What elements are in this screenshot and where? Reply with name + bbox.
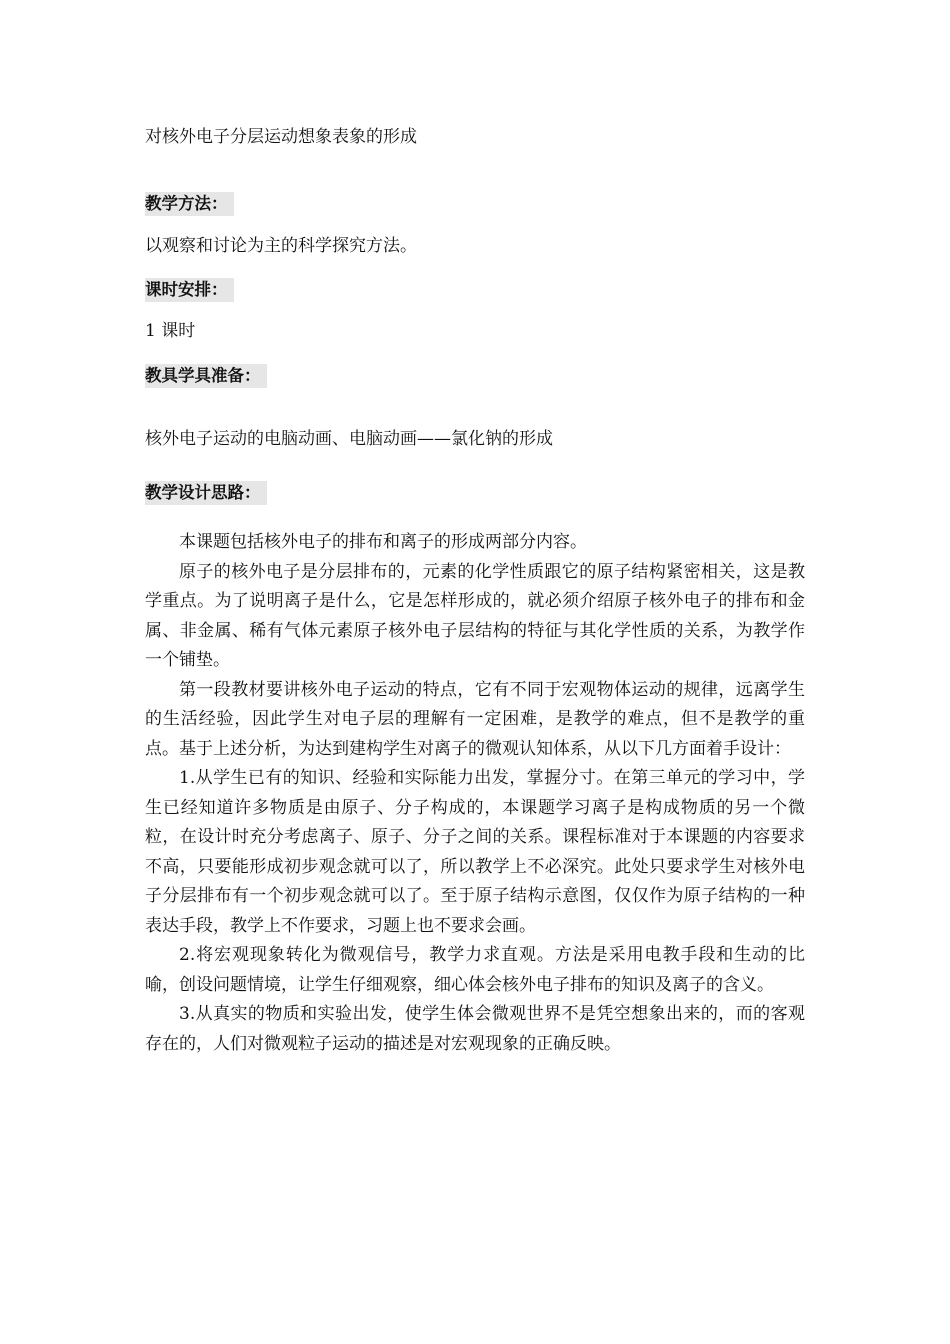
design-heading: 教学设计思路：: [145, 481, 267, 505]
tools-heading: 教具学具准备：: [145, 364, 267, 388]
design-body: [145, 528, 805, 1059]
schedule-heading: 课时安排：: [145, 278, 234, 302]
design-paragraph: 3.从真实的物质和实验出发，使学生体会微观世界不是凭空想象出来的，而的客观存在的，人们对微观粒子运动的描述是对宏观现象的正确反映。: [145, 1004, 805, 1054]
design-paragraph: 本课题包括核外电子的排布和离子的形成两部分内容。: [179, 532, 587, 552]
objective-text: 对核外电子分层运动想象表象的形成: [145, 127, 417, 147]
method-text: 以观察和讨论为主的科学探究方法。: [145, 236, 417, 256]
tools-text: 核外电子运动的电脑动画、电脑动画——氯化钠的形成: [145, 429, 553, 449]
design-paragraph: 原子的核外电子是分层排布的，元素的化学性质跟它的原子结构紧密相关，这是教学重点。为了说明离子是什么，它是怎样形成的，就必须介绍原子核外电子的排布和金属、非金属、稀有气体元素原子核外电子层结构的特征与其化学性质的关系，为教学作一个铺垫。: [145, 561, 805, 670]
schedule-text: 1 课时: [145, 321, 196, 341]
design-paragraph: 第一段教材要讲核外电子运动的特点，它有不同于宏观物体运动的规律，远离学生的生活经验，因此学生对电子层的理解有一定困难，是教学的难点，但不是教学的重点。基于上述分析，为达到建构学生对离子的微观认知体系，从以下几方面着手设计：: [145, 679, 805, 759]
design-paragraph: 2.将宏观现象转化为微观信号，教学力求直观。方法是采用电教手段和生动的比喻，创设问题情境，让学生仔细观察，细心体会核外电子排布的知识及离子的含义。: [145, 945, 805, 995]
method-heading: 教学方法：: [145, 192, 234, 216]
design-paragraph: 1.从学生已有的知识、经验和实际能力出发，掌握分寸。在第三单元的学习中，学生已经知道许多物质是由原子、分子构成的，本课题学习离子是构成物质的另一个微粒，在设计时充分考虑离子、原子、分子之间的关系。课程标准对于本课题的内容要求不高，只要能形成初步观念就可以了，所以教学上不必深究。此处只要求学生对核外电子分层排布有一个初步观念就可以了。至于原子结构示意图，仅仅作为原子结构的一种表达手段，教学上不作要求，习题上也不要求会画。: [145, 768, 805, 936]
